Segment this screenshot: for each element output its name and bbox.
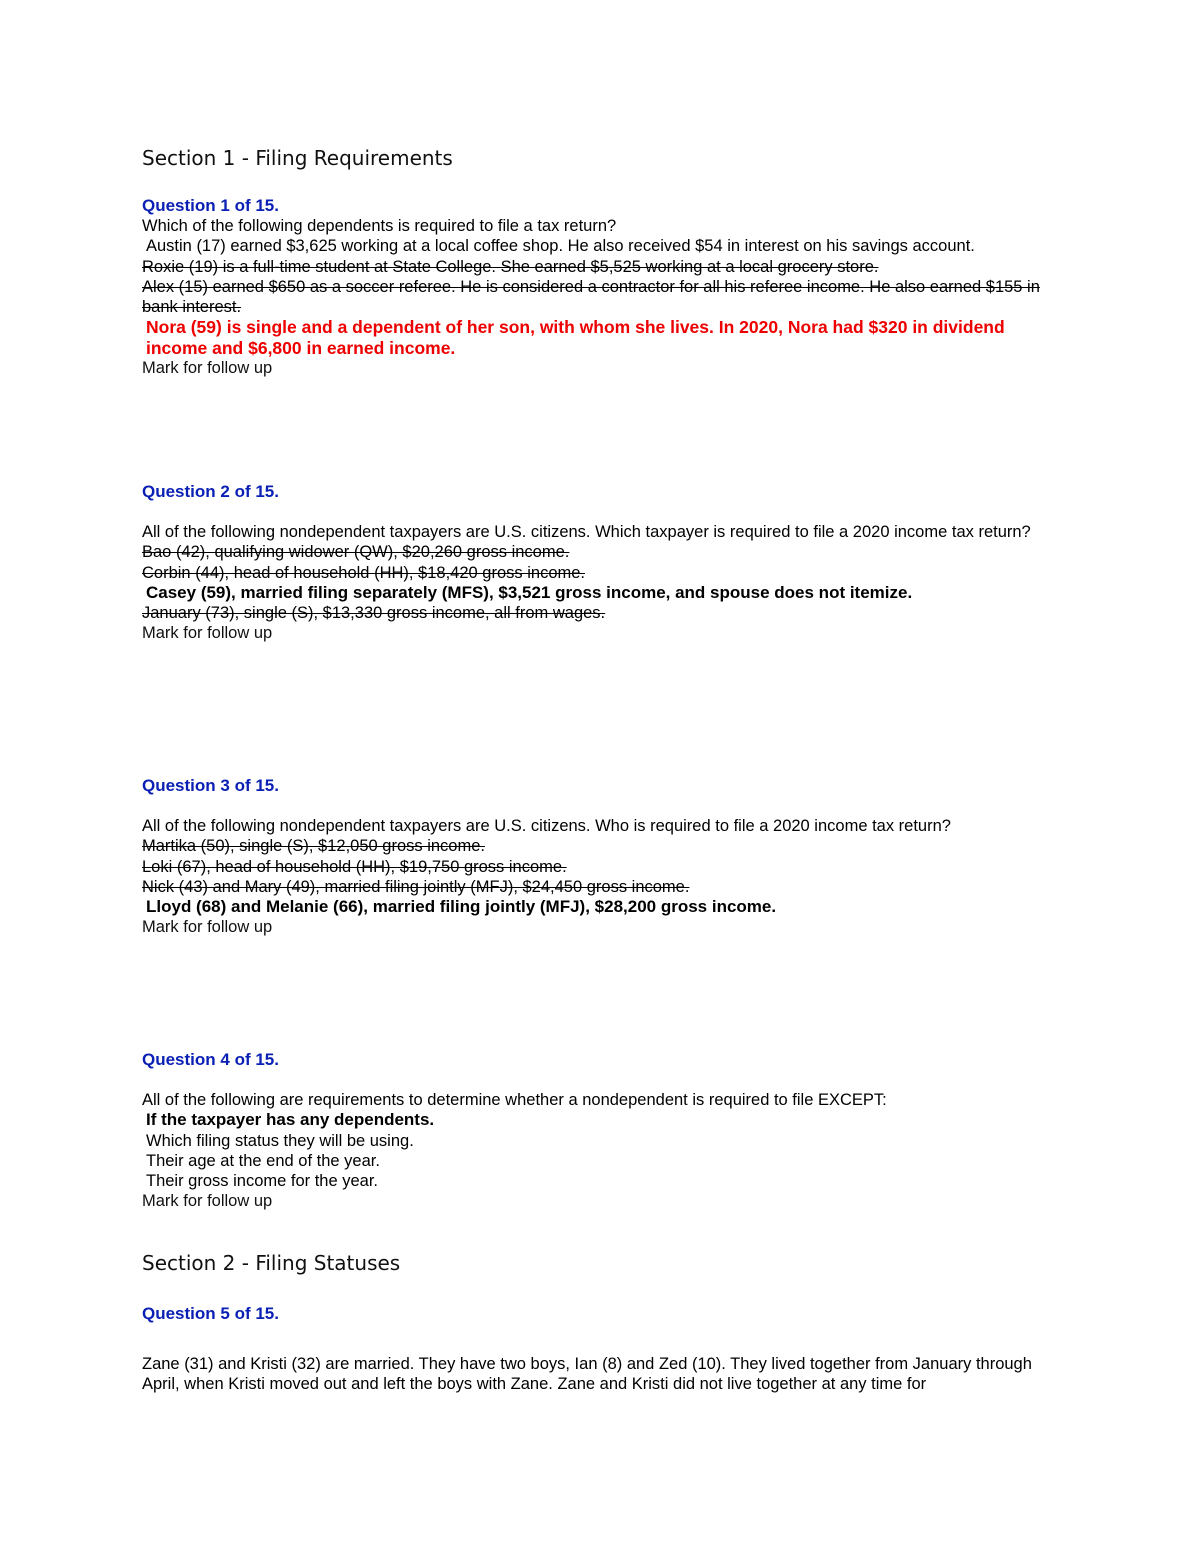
question-heading: Question 4 of 15.	[142, 1050, 279, 1069]
question-block	[142, 1304, 1057, 1395]
answer-option[interactable]: Corbin (44), head of household (HH), $18,420 gross income.	[142, 563, 585, 582]
selected-answer-option[interactable]: If the taxpayer has any dependents.	[146, 1110, 435, 1130]
answer-option[interactable]: January (73), single (S), $13,330 gross income, all from wages.	[142, 604, 606, 623]
answer-option[interactable]: Bao (42), qualifying widower (QW), $20,260 gross income.	[142, 543, 570, 562]
question-prompt: All of the following are requirements to determine whether a nondependent is required to file EXCEPT:	[142, 1091, 887, 1109]
mark-for-follow-up-link[interactable]: Mark for follow up	[142, 918, 273, 937]
selected-answer-option[interactable]: Lloyd (68) and Melanie (66), married filing jointly (MFJ), $28,200 gross income.	[146, 897, 777, 917]
mark-for-follow-up-link[interactable]: Mark for follow up	[142, 624, 273, 643]
section-title: Section 2 - Filing Statuses	[142, 1251, 401, 1275]
mark-for-follow-up-link[interactable]: Mark for follow up	[142, 359, 273, 378]
question-heading: Question 3 of 15.	[142, 776, 279, 795]
answer-option[interactable]: Martika (50), single (S), $12,050 gross income.	[142, 837, 485, 856]
question-prompt: Which of the following dependents is required to file a tax return?	[142, 217, 617, 235]
answer-option[interactable]: Alex (15) earned $650 as a soccer referee. He is considered a contractor for all his referee income. He also earned $155 in bank interest.	[142, 277, 1040, 317]
answer-option[interactable]: Which filing status they will be using.	[146, 1131, 414, 1150]
question-block	[142, 482, 1057, 644]
answer-option[interactable]: Their age at the end of the year.	[146, 1151, 380, 1170]
question-prompt: All of the following nondependent taxpayers are U.S. citizens. Who is required to file a 2020 income tax return?	[142, 817, 951, 835]
answer-option[interactable]: Loki (67), head of household (HH), $19,750 gross income.	[142, 857, 567, 876]
question-heading: Question 1 of 15.	[142, 196, 279, 215]
mark-for-follow-up-link[interactable]: Mark for follow up	[142, 1192, 273, 1211]
question-block	[142, 196, 1057, 378]
question-block	[142, 1050, 1057, 1212]
question-prompt: All of the following nondependent taxpayers are U.S. citizens. Which taxpayer is required to file a 2020 income tax return?	[142, 523, 1031, 541]
answer-option[interactable]: Roxie (19) is a full-time student at State College. She earned $5,525 working at a local grocery store.	[142, 257, 879, 276]
section-title: Section 1 - Filing Requirements	[142, 146, 453, 170]
question-prompt: Zane (31) and Kristi (32) are married. They have two boys, Ian (8) and Zed (10). They lived together from January through April, when Kristi moved out and left the boys with Zane. Zane and Kristi did not live together at any time for	[142, 1355, 1032, 1394]
question-heading: Question 5 of 15.	[142, 1304, 279, 1323]
answer-option[interactable]: Austin (17) earned $3,625 working at a local coffee shop. He also received $54 in interest on his savings account.	[146, 237, 975, 256]
answer-option[interactable]: Their gross income for the year.	[146, 1172, 379, 1191]
selected-answer-option[interactable]: Nora (59) is single and a dependent of her son, with whom she lives. In 2020, Nora had $320 in dividend income and $6,800 in earned income.	[146, 317, 1005, 358]
selected-answer-option[interactable]: Casey (59), married filing separately (MFS), $3,521 gross income, and spouse does not itemize.	[146, 582, 913, 602]
answer-option[interactable]: Nick (43) and Mary (49), married filing jointly (MFJ), $24,450 gross income.	[142, 877, 690, 896]
question-heading: Question 2 of 15.	[142, 482, 279, 501]
question-block	[142, 776, 1057, 938]
